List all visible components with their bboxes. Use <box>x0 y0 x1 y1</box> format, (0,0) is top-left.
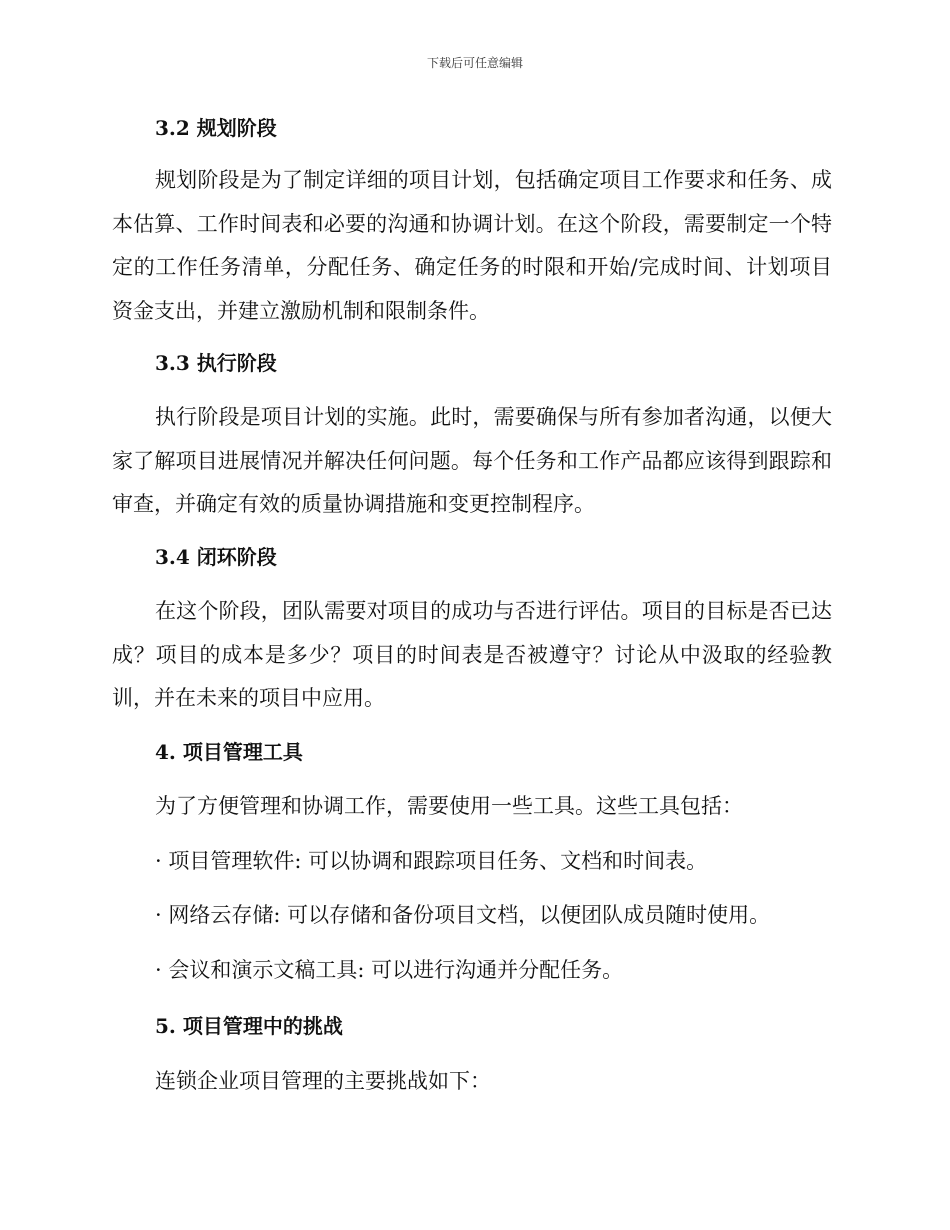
section-body-3-4: 在这个阶段，团队需要对项目的成功与否进行评估。项目的目标是否已达成？项目的成本是多少？项目的时间表是否被遵守？讨论从中汲取的经验教训，并在未来的项目中应用。 <box>112 599 832 710</box>
section-heading-3-2: 3.2 规划阶段 <box>155 116 277 140</box>
section-heading-4: 4. 项目管理工具 <box>155 740 303 764</box>
bullet-item-cloud-storage: · 网络云存储: 可以存储和备份项目文档，以便团队成员随时使用。 <box>155 903 771 927</box>
section-heading-5: 5. 项目管理中的挑战 <box>155 1014 343 1038</box>
section-intro-5: 连锁企业项目管理的主要挑战如下： <box>155 1069 491 1093</box>
bullet-item-meeting-tools: · 会议和演示文稿工具: 可以进行沟通并分配任务。 <box>155 958 624 982</box>
section-heading-3-3: 3.3 执行阶段 <box>155 351 277 375</box>
section-body-3-3: 执行阶段是项目计划的实施。此时，需要确保与所有参加者沟通，以便大家了解项目进展情况并解决任何问题。每个任务和工作产品都应该得到跟踪和审查，并确定有效的质量协调措施和变更控制程序。 <box>112 405 832 516</box>
bullet-item-pm-software: · 项目管理软件: 可以协调和跟踪项目任务、文档和时间表。 <box>155 849 708 873</box>
page-header-note: 下载后可任意编辑 <box>426 56 523 70</box>
section-body-3-2: 规划阶段是为了制定详细的项目计划，包括确定项目工作要求和任务、成本估算、工作时间表和必要的沟通和协调计划。在这个阶段，需要制定一个特定的工作任务清单，分配任务、确定任务的时限和开始/完成时间、计划项目资金支出，并建立激励机制和限制条件。 <box>112 168 832 323</box>
section-heading-3-4: 3.4 闭环阶段 <box>155 545 277 569</box>
section-intro-4: 为了方便管理和协调工作，需要使用一些工具。这些工具包括： <box>155 794 743 818</box>
